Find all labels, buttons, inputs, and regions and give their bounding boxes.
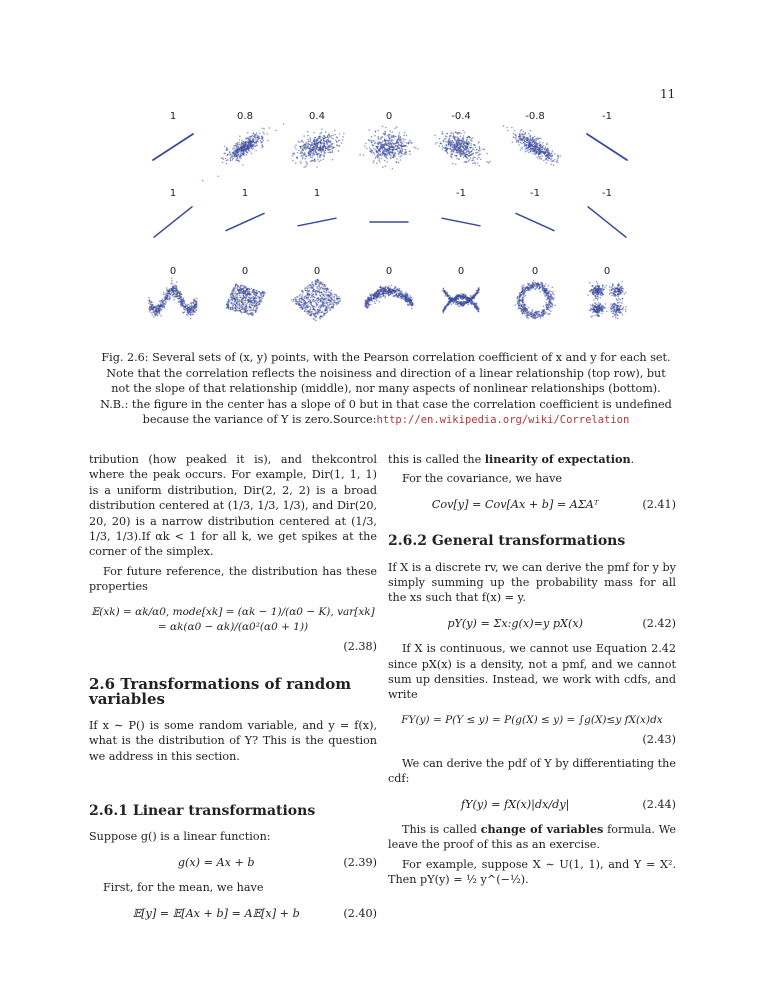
equation-2-44 <box>388 797 676 812</box>
equation-2-43-number: (2.43) <box>642 733 676 747</box>
left-column <box>89 452 377 931</box>
mean-intro: First, for the mean, we have <box>103 881 264 895</box>
correlation-label: 1 <box>313 188 321 199</box>
scatter-panel <box>292 129 345 168</box>
caption-url[interactable]: http://en.wikipedia.org/wiki/Correlation <box>376 414 630 426</box>
scatter-panel <box>364 285 414 310</box>
scatter-panel <box>153 134 193 160</box>
correlation-label: -0.8 <box>525 111 545 122</box>
scatter-panel <box>588 207 626 237</box>
scatter-panel <box>514 280 556 320</box>
equation-2-42-body: pY(y) = Σx:g(x)=y pX(x) <box>447 616 584 630</box>
pdf-intro: We can derive the pdf of Y by differentiating the cdf: <box>388 756 676 786</box>
figure-caption <box>96 350 676 429</box>
continuous-paragraph: If X is continuous, we cannot use Equation 2.42 since pX(x) is a density, not a pmf, and we cannot sum up densities. Instead, we work with cdfs, and write <box>388 642 676 702</box>
equation-2-41-body: Cov[y] = Cov[Ax + b] = AΣAᵀ <box>431 497 599 511</box>
correlation-label: 1 <box>169 111 177 122</box>
properties-intro: For future reference, the distribution has these properties <box>89 564 377 594</box>
equation-2-39-body: g(x) = Ax + b <box>177 855 255 869</box>
equation-2-44-number: (2.44) <box>642 797 676 811</box>
cov-term: change of variables <box>480 821 604 836</box>
equation-2-39 <box>89 855 377 870</box>
linearity-paragraph <box>388 452 676 467</box>
scatter-panel <box>291 279 341 322</box>
equation-2-41-number: (2.41) <box>642 497 676 511</box>
dirichlet-paragraph: tribution (how peaked it is), and thekcontrol where the peak occurs. For example, Dir(1, 1, 1) is a uniform distribution, Dir(2, 2, 2) is a broad distribution centered at (1/3, 1/3, 1/3), and Dir(20, 20, 20) is a narrow distribution centered at (1/3, 1/3, 1/3).If αk < 1 for all k, we get spikes at the corner of the simplex. <box>89 453 377 559</box>
section-heading-2-6-1: 2.6.1 Linear transformations <box>89 802 316 819</box>
correlation-label: 0 <box>385 111 393 122</box>
correlation-label: 1 <box>169 188 177 199</box>
covariance-intro: For the covariance, we have <box>402 472 563 486</box>
caption-text: Fig. 2.6: Several sets of (x, y) points, with the Pearson correlation coefficient of x and y for each set. Note that the correlation reflects the noisiness and direction of a linear relationship (top row), but not the slope of that relationship (middle), nor many aspects of nonlinear relationships (bottom). N.B.: the figure in the center has a slope of 0 but in that case the correlation coefficient is undefined because the variance of Y is zero.Source: <box>100 351 672 426</box>
correlation-figure <box>0 0 765 345</box>
linearity-post: . <box>630 453 635 466</box>
cov-post: formula. We leave the proof of this as an exercise. <box>388 822 676 852</box>
scatter-panel <box>359 125 418 169</box>
right-column <box>388 452 676 892</box>
scatter-panel <box>587 134 627 160</box>
correlation-label: -1 <box>456 188 466 199</box>
equation-2-40-body: 𝔼[y] = 𝔼[Ax + b] = A𝔼[x] + b <box>132 906 300 920</box>
scatter-panel <box>503 125 561 166</box>
correlation-label: 0 <box>385 266 393 277</box>
equation-2-42-number: (2.42) <box>642 616 676 630</box>
equation-2-40 <box>89 906 377 921</box>
correlation-label: -1 <box>602 111 612 122</box>
correlation-label: 0.4 <box>309 111 325 122</box>
example-paragraph: For example, suppose X ∼ U(1, 1), and Y = X². Then pY(y) = ½ y^(−½). <box>388 857 676 887</box>
cov-pre: This is called <box>402 822 481 836</box>
scatter-panel <box>298 218 336 226</box>
equation-2-38 <box>89 605 377 636</box>
correlation-label: 0 <box>457 266 465 277</box>
linearity-term: linearity of expectation <box>484 452 631 466</box>
section-heading-2-6: 2.6 Transformations of random variables <box>89 674 352 709</box>
scatter-panel <box>587 281 626 319</box>
correlation-label: 0 <box>603 266 611 277</box>
scatter-panel <box>434 130 491 167</box>
correlation-label: 0.8 <box>237 111 253 122</box>
correlation-label: 0 <box>531 266 539 277</box>
equation-2-39-number: (2.39) <box>343 855 377 869</box>
equation-2-38-body: 𝔼(xk) = αk/α0, mode[xk] = (αk − 1)/(α0 − K), var[xk] = αk(α0 − αk)/(α0²(α0 + 1)) <box>91 605 375 634</box>
transform-intro: If x ∼ P() is some random variable, and y = f(x), what is the distribution of Y? This is the question we address in this section. <box>89 718 377 763</box>
correlation-label: 0 <box>241 266 249 277</box>
scatter-panel <box>226 213 264 230</box>
discrete-paragraph: If X is a discrete rv, we can derive the pmf for y by simply summing up the probability mass for all the xs such that f(x) = y. <box>388 560 676 605</box>
equation-2-43 <box>388 713 676 728</box>
scatter-panel <box>442 218 480 226</box>
section-heading-2-6-2: 2.6.2 General transformations <box>388 533 626 550</box>
equation-2-44-body: fY(y) = fX(x)|dx/dy| <box>460 797 570 811</box>
equation-2-43-body: FY(y) = P(Y ≤ y) = P(g(X) ≤ y) = ∫g(X)≤y fX(x)dx <box>401 713 663 726</box>
correlation-label: 0 <box>169 266 177 277</box>
scatter-panel <box>202 123 284 181</box>
scatter-panel <box>148 278 198 320</box>
linear-function-intro: Suppose g() is a linear function: <box>89 830 271 844</box>
equation-2-42 <box>388 616 676 631</box>
scatter-panel <box>442 287 480 314</box>
page-number: 11 <box>660 87 676 101</box>
correlation-label: -1 <box>602 188 612 199</box>
linearity-pre: this is called the <box>388 453 485 466</box>
equation-2-40-number: (2.40) <box>343 906 377 920</box>
change-of-variables-paragraph <box>388 822 676 853</box>
correlation-label: 1 <box>241 188 249 199</box>
correlation-label: -0.4 <box>451 111 471 122</box>
correlation-label: -1 <box>530 188 540 199</box>
equation-2-41 <box>388 497 676 512</box>
scatter-panel <box>226 283 266 316</box>
scatter-panel <box>154 207 192 237</box>
equation-2-38-number: (2.38) <box>343 640 377 654</box>
correlation-label: 0 <box>313 266 321 277</box>
scatter-panel <box>516 213 554 230</box>
